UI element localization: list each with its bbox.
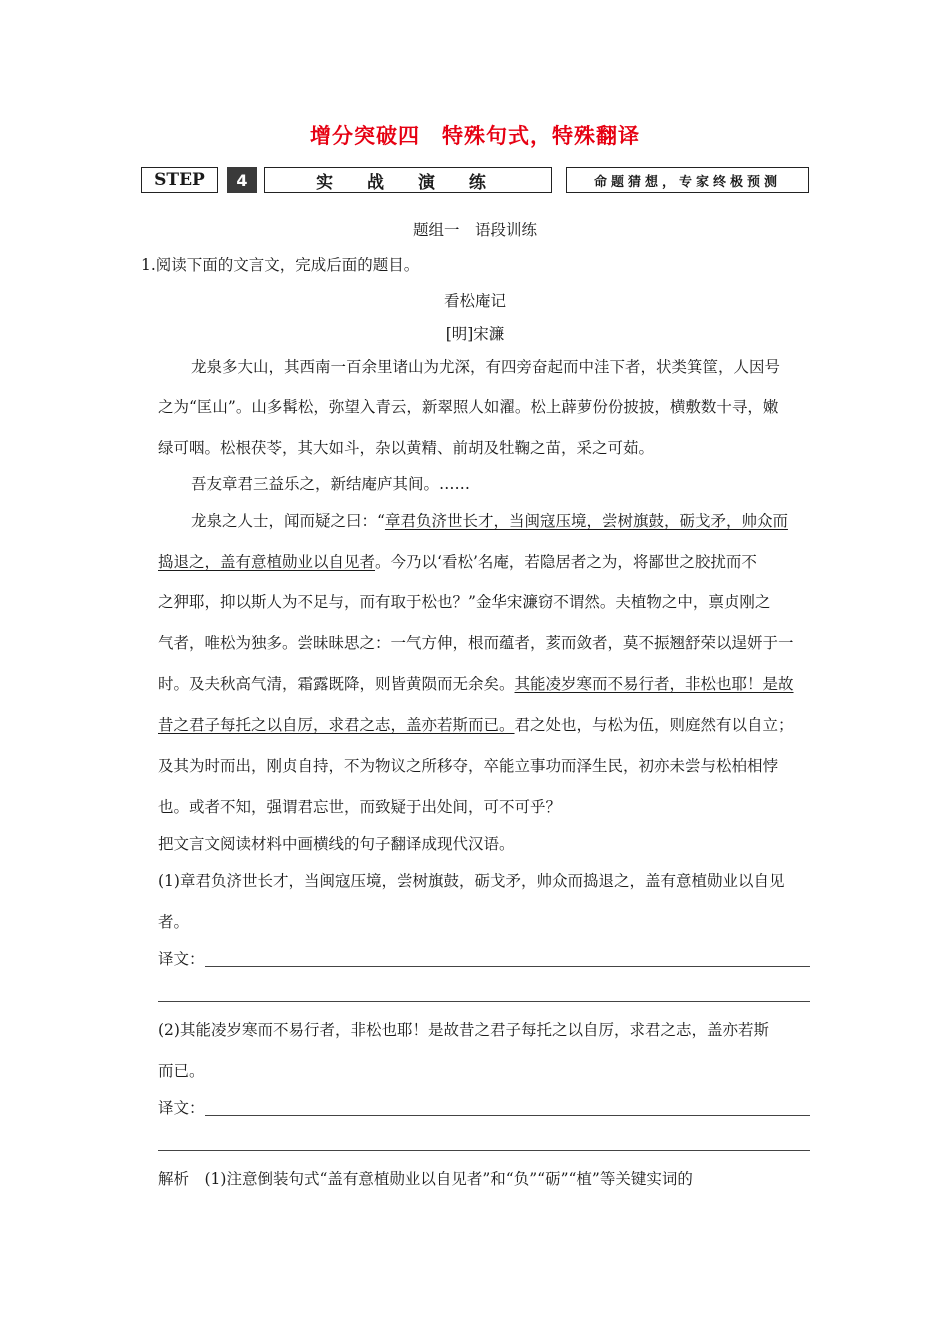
q2-line: (2)其能凌岁寒而不易行者，非松也耶！是故昔之君子每托之以自厉，求君之志，盖亦若斯: [158, 1021, 769, 1039]
step-number-badge: 4: [227, 167, 257, 193]
passage-line: [158, 715, 794, 735]
passage-text: 。今乃以‘看松’名庵，若隐居者之为，将鄙世之胶扰而不: [375, 553, 757, 571]
passage-line: 及其为时而出，刚贞自持，不为物议之所移夺，卒能立事功而泽生民，初亦未尝与松柏相悖: [158, 757, 779, 775]
passage-line: 绿可咽。松根茯苓，其大如斗，杂以黄精、前胡及牡鞠之苗，采之可茹。: [158, 439, 655, 457]
q2-answer-label: 译文：: [158, 1099, 205, 1117]
underlined-sentence-2: 其能凌岁寒而不易行者，非松也耶！是故: [514, 675, 794, 693]
step-main-label: 实 战 演 练: [264, 167, 552, 193]
passage-text: 时。及夫秋高气清，霜露既降，则皆黄陨而无余矣。: [158, 675, 515, 693]
passage-line: 吾友章君三益乐之，新结庵庐其间。……: [191, 475, 471, 493]
passage-line: 龙泉多大山，其西南一百余里诸山为尤深，有四旁奋起而中洼下者，状类箕筐，人因号: [191, 358, 781, 376]
q1-line: (1)章君负济世长才，当闽寇压境，尝树旗鼓，砺戈矛，帅众而捣退之，盖有意植勋业以自见: [158, 872, 785, 890]
passage-line: [191, 511, 788, 531]
instruction: 把文言文阅读材料中画横线的句子翻译成现代汉语。: [158, 835, 515, 853]
passage-line: 之为“匡山”。山多髯松，弥望入青云，新翠照人如濯。松上薜萝份份披披，横敷数十寻，嫩: [158, 398, 779, 416]
q2-line: 而已。: [158, 1062, 205, 1080]
passage-line: 也。或者不知，强谓君忘世，而致疑于出处间，可不可乎？: [158, 798, 562, 816]
passage-author: [明]宋濂: [445, 325, 505, 343]
q1-answer-blank[interactable]: [158, 1001, 810, 1002]
q1-answer-label: 译文：: [158, 950, 205, 968]
q1-answer-blank[interactable]: [205, 966, 810, 967]
passage-line: [158, 674, 794, 694]
passage-line: [158, 552, 757, 572]
step-sub-label: 命题猜想，专家终极预测: [566, 167, 809, 193]
passage-text: 龙泉之人士，闻而疑之曰：“: [191, 512, 385, 530]
passage-title: 看松庵记: [443, 292, 506, 310]
passage-line: 之狎耶，抑以斯人为不足与，而有取于松也？”金华宋濂窃不谓然。夫植物之中，禀贞刚之: [158, 593, 771, 611]
q2-answer-blank[interactable]: [158, 1150, 810, 1151]
underlined-sentence-1: 章君负济世长才，当闽寇压境，尝树旗鼓，砺戈矛，帅众而: [384, 512, 788, 530]
section-heading: 题组一 语段训练: [412, 221, 537, 239]
page-title: 增分突破四 特殊句式，特殊翻译: [310, 124, 640, 148]
underlined-sentence-2-end: 昔之君子每托之以自厉，求君之志，盖亦若斯而已。: [158, 716, 515, 734]
q1-line: 者。: [158, 913, 190, 931]
step-label: STEP: [141, 167, 218, 193]
question-intro: 1.阅读下面的文言文，完成后面的题目。: [141, 256, 420, 274]
underlined-sentence-1-end: 捣退之，盖有意植勋业以自见者: [158, 553, 376, 571]
passage-text: 君之处也，与松为伍，则庭然有以自立；: [514, 716, 794, 734]
passage-line: 气者，唯松为独多。尝昧昧思之：一气方伸，根而蕴者，荄而敛者，莫不振翘舒荣以逞妍于一: [158, 634, 794, 652]
q2-answer-blank[interactable]: [205, 1115, 810, 1116]
analysis-text: 解析 (1)注意倒装句式“盖有意植勋业以自见者”和“负”“砺”“植”等关键实词的: [158, 1170, 693, 1188]
